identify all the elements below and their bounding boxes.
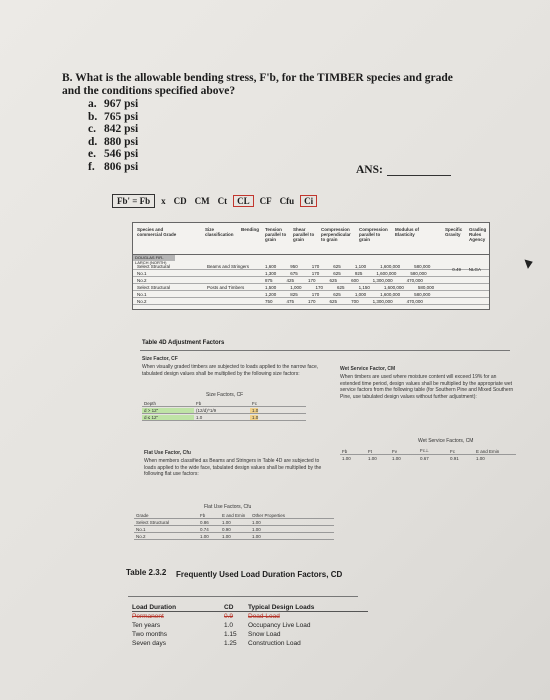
option-f[interactable]: f. 806 psi xyxy=(88,160,139,173)
specific-gravity-value: 0.49 xyxy=(452,267,461,272)
wet-service-caption: Wet Service Factors, CM xyxy=(418,438,474,444)
wet-service-title: Wet Service Factor, CM xyxy=(340,366,396,372)
factor-cm: CM xyxy=(194,196,210,206)
option-a[interactable]: a. 967 psi xyxy=(88,98,139,110)
flat-use-table xyxy=(134,512,334,540)
table-row: No.2 1.00 1.00 1.00 xyxy=(134,533,334,540)
table-row: No.1 0.74 0.90 1.00 xyxy=(134,526,334,533)
answer-options xyxy=(88,98,138,173)
size-factor-title: Size Factor, CF xyxy=(142,356,178,362)
hdr-gravity: Specific Gravity xyxy=(445,227,463,237)
table-row: No.2 875 425 170 625 600 1,300,000 470,000 xyxy=(133,277,489,284)
table-232-label: Table 2.3.2 xyxy=(126,568,167,577)
table-row: Ten years 1.0 Occupancy Live Load xyxy=(132,622,311,629)
table-row: Seven days 1.25 Construction Load xyxy=(132,640,301,647)
cursor-arrow-icon xyxy=(525,257,535,269)
flat-use-title: Flat Use Factor, Cfu xyxy=(144,450,191,456)
ans-line[interactable] xyxy=(387,165,451,176)
factor-ci: Ci xyxy=(300,195,317,207)
table-row: Select Structural Posts and Timbers 1,500 1,000 170 625 1,150 1,600,000 580,000 xyxy=(133,284,489,291)
table-row: No.1 1,200 825 170 625 1,000 1,600,000 580,000 xyxy=(133,291,489,298)
table-row: Depth Fb Fc xyxy=(142,400,306,407)
species-group-bar: DOUGLAS FIR-LARCH (NORTH) xyxy=(133,255,175,261)
hdr-shear: Shear parallel to grain xyxy=(293,227,315,242)
hdr-moe: Modulus of Elasticity xyxy=(395,227,419,237)
size-factor-table xyxy=(142,400,306,421)
factor-cd: CD xyxy=(173,196,187,206)
table-4d-rule xyxy=(140,350,510,351)
table-row: d ≤ 12" 1.0 1.0 xyxy=(142,414,306,421)
design-values-table xyxy=(132,222,490,310)
table-row: Select Structural 0.86 1.00 1.00 xyxy=(134,519,334,526)
adjustment-formula xyxy=(112,194,317,208)
table-row: No.1 1,300 675 170 625 925 1,600,000 580,000 xyxy=(133,270,489,277)
wet-service-table xyxy=(340,448,516,462)
formula-times: x xyxy=(161,196,166,206)
factor-ct: Ct xyxy=(217,196,228,206)
table-row: No.2 750 475 170 625 700 1,300,000 470,000 xyxy=(133,298,489,305)
option-d[interactable]: d. 880 psi xyxy=(88,135,139,148)
wet-service-text: When timbers are used where moisture content will exceed 19% for an extended time period, design values shall be multiplied by the appropriate wet service factors from the following table (for Southern Pine and Mixed Southern Pine, use tabulated design values without further adjustment): xyxy=(340,374,514,400)
hdr-size: Size classification xyxy=(205,227,234,237)
hdr-comp-perp: Compression perpendicular to grain xyxy=(321,227,351,242)
table-232-title: Frequently Used Load Duration Factors, CD xyxy=(176,570,343,579)
flat-use-text: When members classified as Beams and Stringers in Table 4D are subjected to loads applied to the wide face, tabulated design values shall be multiplied by the following flat use factors: xyxy=(144,458,322,477)
design-table-header xyxy=(133,223,489,255)
option-c[interactable]: c. 842 psi xyxy=(88,123,139,135)
hdr-species: Species and commercial Grade xyxy=(137,227,177,237)
hdr-comp-par: Compression parallel to grain xyxy=(359,227,388,242)
table-row: Select Structural Beams and Stringers 1,600 950 170 625 1,100 1,600,000 580,000 xyxy=(133,263,489,270)
option-e[interactable]: e. 546 psi xyxy=(88,148,139,160)
table-row: Two months 1.15 Snow Load xyxy=(132,631,281,638)
table-row: Grade Fb E and Emin Other Properties xyxy=(134,512,334,519)
load-duration-table xyxy=(132,603,368,648)
table-4d-title: Table 4D Adjustment Factors xyxy=(142,340,225,346)
ans-label: ANS: xyxy=(356,164,383,176)
table-header-row: Load Duration CD Typical Design Loads xyxy=(132,603,368,612)
question-text: B. What is the allowable bending stress, F'b, for the TIMBER species and grade and the conditions specified above? xyxy=(62,72,453,97)
formula-lhs: Fb' = Fb xyxy=(112,194,155,208)
factor-cfu: Cfu xyxy=(279,196,295,206)
table-row: Fb Ft Fv Fc⊥ Fc E and Emin xyxy=(340,448,516,455)
table-row: d > 12" (12/d)^1/9 1.0 xyxy=(142,407,306,414)
size-factor-caption: Size Factors, CF xyxy=(206,392,244,398)
size-factor-text: When visually graded timbers are subjected to loads applied to the narrow face, tabulated design values shall be multiplied by the following size factors: xyxy=(142,364,319,377)
factor-cf: CF xyxy=(259,196,272,206)
hdr-bending: Bending xyxy=(241,227,259,232)
table-row: Permanent 0.9 Dead Load xyxy=(132,613,280,620)
hdr-tension: Tension parallel to grain xyxy=(265,227,287,242)
hdr-agency: Grading Rules Agency xyxy=(469,227,487,242)
table-row: 1.00 1.00 1.00 0.67 0.91 1.00 xyxy=(342,456,485,461)
grading-agency-value: NLGA xyxy=(468,267,481,272)
flat-use-caption: Flat Use Factors, Cfu xyxy=(204,504,252,510)
table-232-rule xyxy=(128,596,358,597)
factor-cl: CL xyxy=(233,195,254,207)
answer-blank[interactable] xyxy=(356,164,451,176)
option-b[interactable]: b. 765 psi xyxy=(88,110,139,123)
